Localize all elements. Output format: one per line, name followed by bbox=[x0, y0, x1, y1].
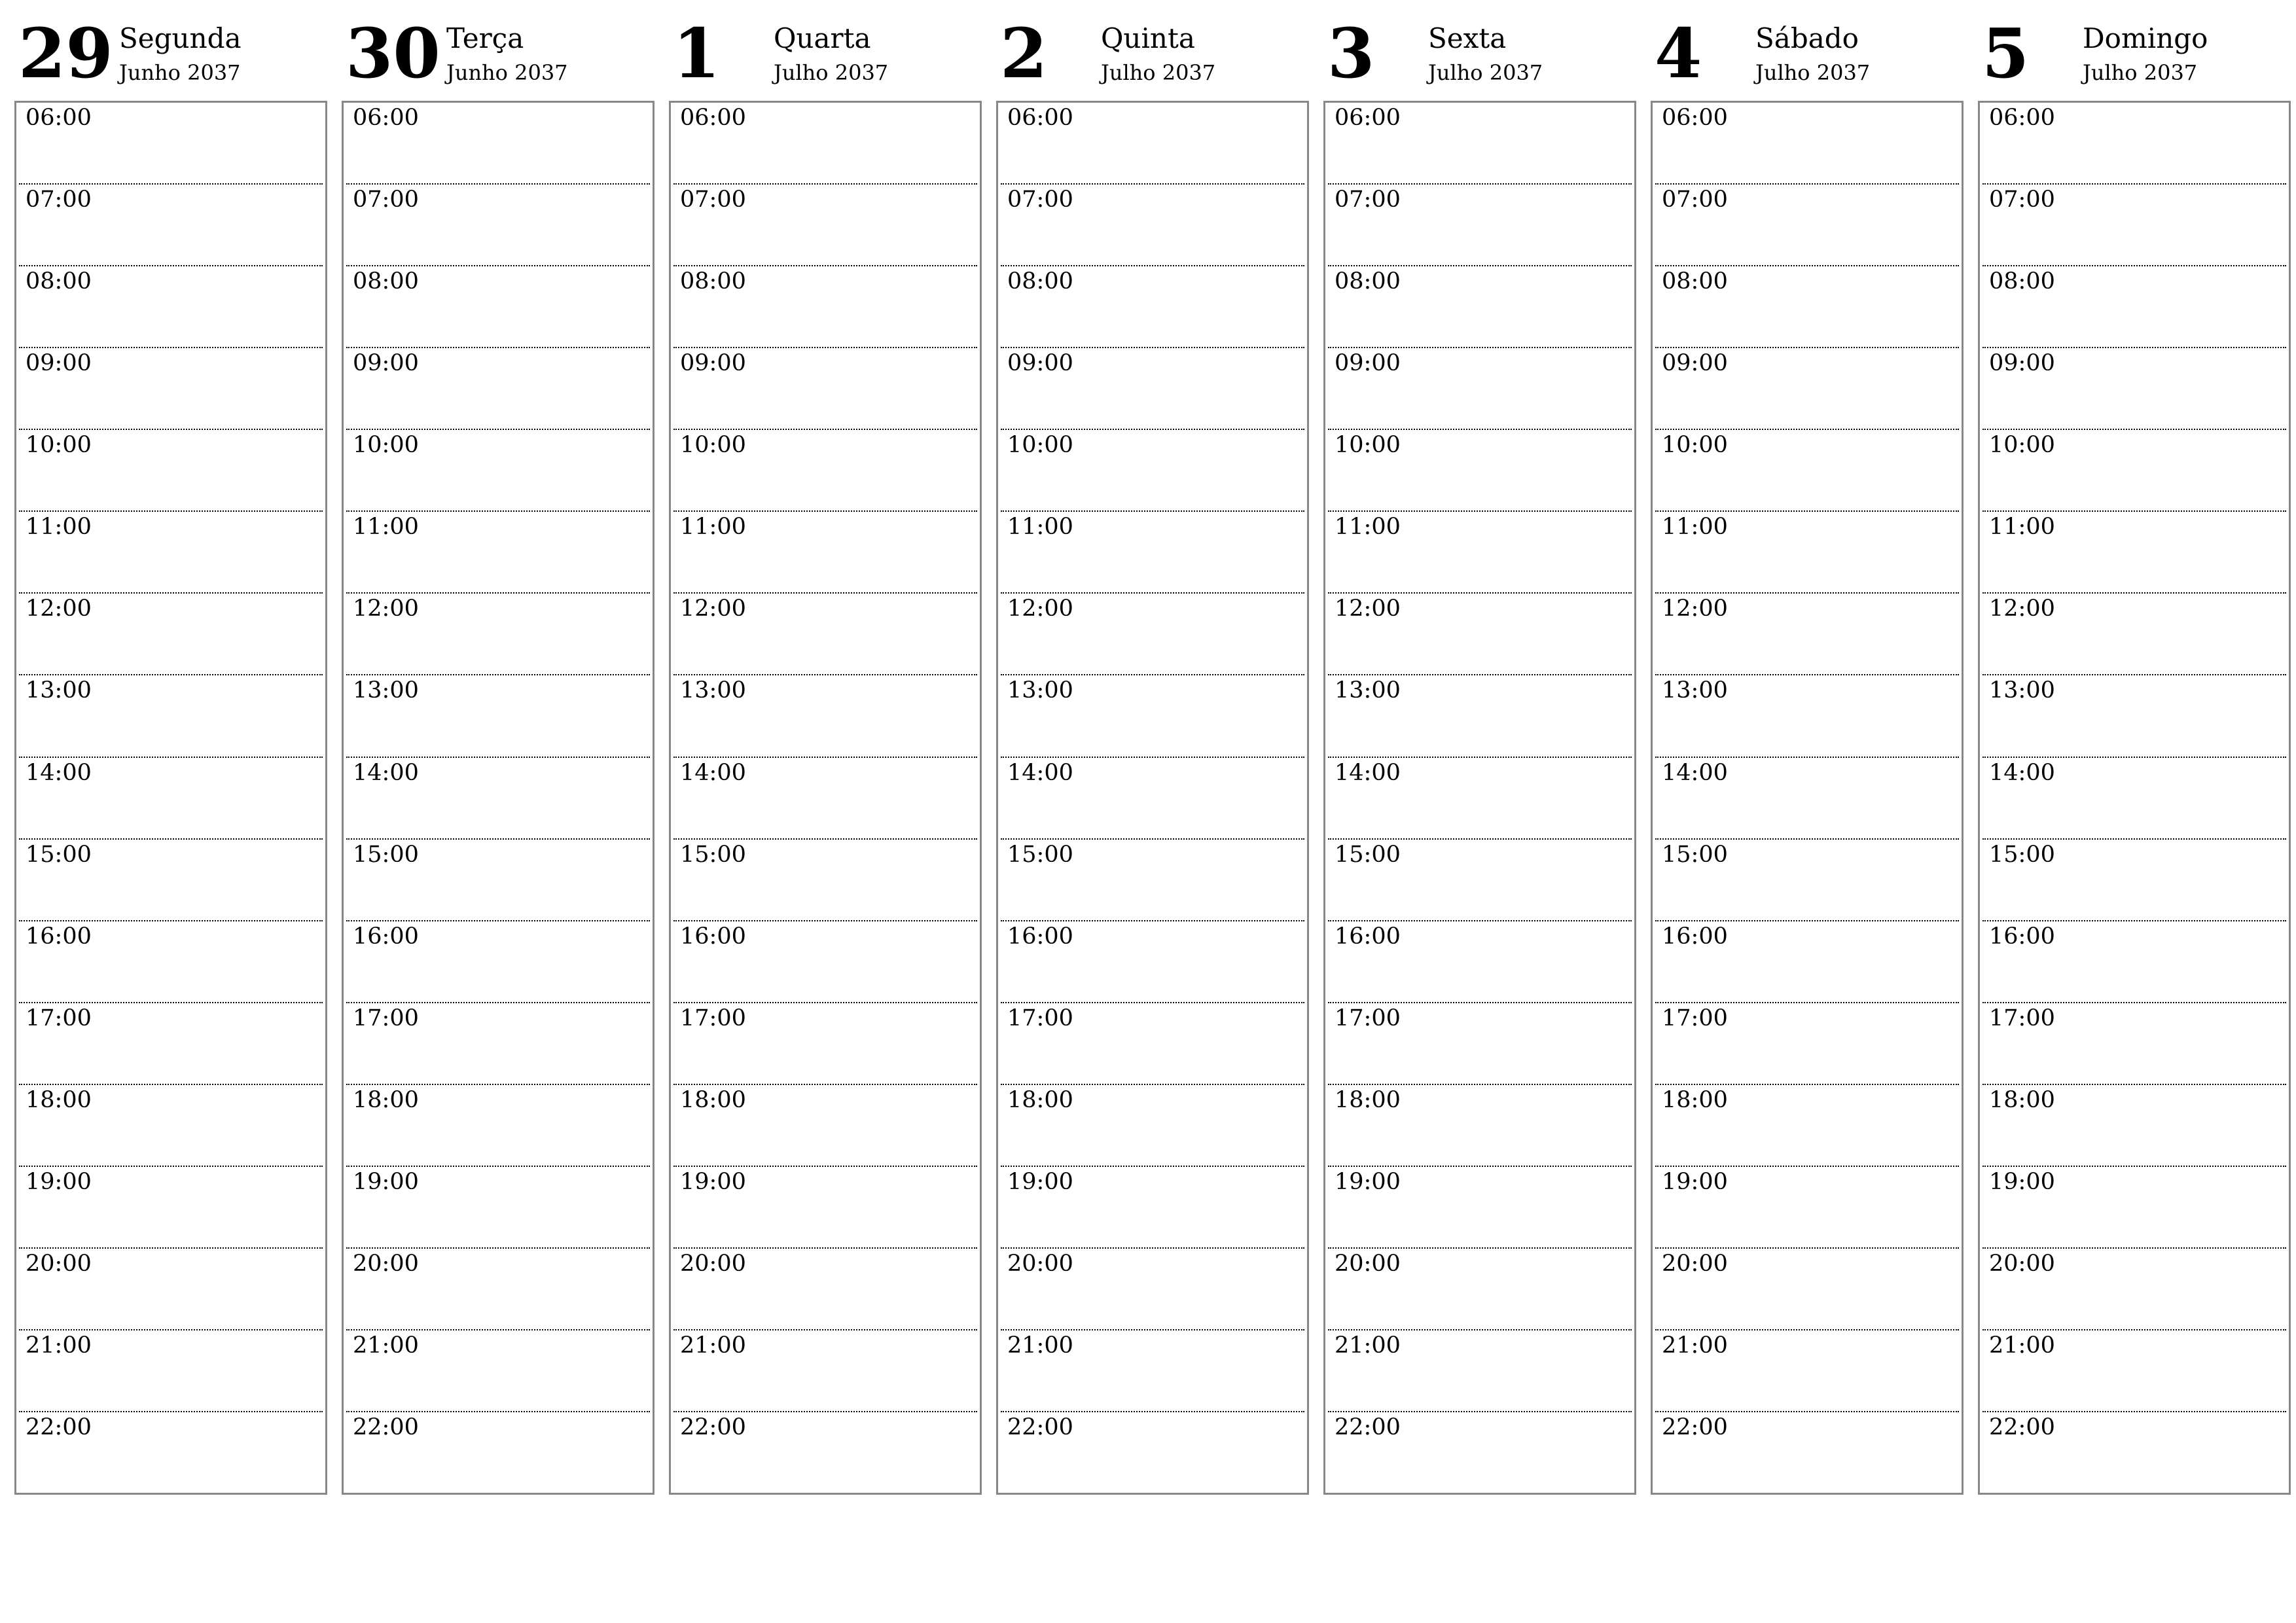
time-label: 07:00 bbox=[26, 187, 92, 213]
time-slot[interactable] bbox=[19, 1247, 323, 1329]
day-number: 2 bbox=[1000, 13, 1048, 94]
day-column bbox=[1323, 13, 1636, 1499]
time-label: 09:00 bbox=[1662, 350, 1728, 377]
day-name: Terça bbox=[446, 22, 524, 54]
day-name: Quarta bbox=[774, 22, 871, 54]
time-label: 10:00 bbox=[353, 432, 419, 459]
time-label: 18:00 bbox=[26, 1086, 92, 1113]
time-slot[interactable] bbox=[346, 1084, 650, 1166]
time-label: 11:00 bbox=[1007, 514, 1073, 541]
time-label: 18:00 bbox=[1335, 1086, 1401, 1113]
time-slot[interactable] bbox=[1982, 183, 2286, 265]
time-slot[interactable] bbox=[1001, 757, 1304, 838]
day-number: 3 bbox=[1327, 13, 1375, 94]
day-month: Julho 2037 bbox=[774, 60, 889, 85]
time-slot[interactable] bbox=[673, 103, 977, 183]
time-slot[interactable] bbox=[19, 347, 323, 429]
time-slot[interactable] bbox=[1001, 674, 1304, 756]
time-label: 09:00 bbox=[353, 350, 419, 377]
time-slot[interactable] bbox=[1328, 347, 1632, 429]
day-column bbox=[14, 13, 327, 1499]
time-slot[interactable] bbox=[673, 265, 977, 347]
time-slot[interactable] bbox=[1328, 757, 1632, 838]
time-label: 09:00 bbox=[1007, 350, 1073, 377]
weekly-planner bbox=[14, 13, 2286, 1499]
time-label: 06:00 bbox=[26, 105, 92, 131]
time-slot[interactable] bbox=[19, 757, 323, 838]
time-label: 20:00 bbox=[1007, 1250, 1073, 1277]
time-slot[interactable] bbox=[1655, 265, 1959, 347]
time-slots-box bbox=[996, 101, 1309, 1495]
day-number: 4 bbox=[1655, 13, 1702, 94]
time-label: 14:00 bbox=[1335, 759, 1401, 786]
time-slot[interactable] bbox=[346, 1166, 650, 1247]
time-label: 14:00 bbox=[1662, 759, 1728, 786]
time-label: 21:00 bbox=[1662, 1332, 1728, 1359]
time-slot[interactable] bbox=[346, 265, 650, 347]
time-slot[interactable] bbox=[19, 103, 323, 183]
time-slots-box bbox=[342, 101, 655, 1495]
time-label: 08:00 bbox=[1335, 268, 1401, 295]
time-slot[interactable] bbox=[1328, 1329, 1632, 1411]
time-label: 11:00 bbox=[26, 514, 92, 541]
time-label: 08:00 bbox=[26, 268, 92, 295]
time-label: 19:00 bbox=[1662, 1168, 1728, 1195]
day-name: Segunda bbox=[119, 22, 242, 54]
time-slot[interactable] bbox=[1001, 1411, 1304, 1493]
time-slot[interactable] bbox=[1328, 592, 1632, 674]
time-slot[interactable] bbox=[346, 674, 650, 756]
time-label: 10:00 bbox=[1335, 432, 1401, 459]
time-slot[interactable] bbox=[346, 103, 650, 183]
time-slot[interactable] bbox=[1328, 838, 1632, 920]
time-label: 13:00 bbox=[1007, 677, 1073, 704]
time-slot[interactable] bbox=[19, 1084, 323, 1166]
time-slot[interactable] bbox=[1655, 1084, 1959, 1166]
time-slot[interactable] bbox=[1655, 1411, 1959, 1493]
time-slot[interactable] bbox=[1001, 103, 1304, 183]
day-number: 1 bbox=[673, 13, 721, 94]
time-label: 09:00 bbox=[1989, 350, 2055, 377]
time-label: 15:00 bbox=[1007, 841, 1073, 868]
time-label: 21:00 bbox=[1989, 1332, 2055, 1359]
time-slot[interactable] bbox=[673, 920, 977, 1002]
time-label: 13:00 bbox=[353, 677, 419, 704]
time-slot[interactable] bbox=[1982, 1166, 2286, 1247]
time-slots-box bbox=[669, 101, 982, 1495]
time-label: 08:00 bbox=[353, 268, 419, 295]
time-slot[interactable] bbox=[1001, 838, 1304, 920]
time-slot[interactable] bbox=[346, 1411, 650, 1493]
time-slot[interactable] bbox=[1655, 103, 1959, 183]
time-label: 15:00 bbox=[26, 841, 92, 868]
day-column bbox=[342, 13, 655, 1499]
time-label: 14:00 bbox=[680, 759, 746, 786]
time-slot[interactable] bbox=[1655, 429, 1959, 510]
time-label: 10:00 bbox=[1007, 432, 1073, 459]
time-label: 15:00 bbox=[1989, 841, 2055, 868]
time-label: 06:00 bbox=[680, 105, 746, 131]
time-slot[interactable] bbox=[673, 1411, 977, 1493]
time-slot[interactable] bbox=[346, 592, 650, 674]
time-label: 07:00 bbox=[680, 187, 746, 213]
time-slot[interactable] bbox=[1328, 1411, 1632, 1493]
time-label: 10:00 bbox=[26, 432, 92, 459]
time-slot[interactable] bbox=[19, 592, 323, 674]
time-slot[interactable] bbox=[1982, 1084, 2286, 1166]
time-label: 18:00 bbox=[1989, 1086, 2055, 1113]
time-slot[interactable] bbox=[19, 838, 323, 920]
day-column bbox=[996, 13, 1309, 1499]
time-label: 11:00 bbox=[353, 514, 419, 541]
time-label: 17:00 bbox=[1007, 1005, 1073, 1031]
time-label: 08:00 bbox=[680, 268, 746, 295]
time-slot[interactable] bbox=[1328, 1002, 1632, 1084]
day-name: Sábado bbox=[1755, 22, 1859, 54]
time-label: 12:00 bbox=[353, 596, 419, 622]
time-slot[interactable] bbox=[1655, 592, 1959, 674]
time-slots-box bbox=[1978, 101, 2291, 1495]
time-slot[interactable] bbox=[346, 510, 650, 592]
time-slots-box bbox=[1323, 101, 1636, 1495]
time-slots-box bbox=[14, 101, 327, 1495]
time-slot[interactable] bbox=[19, 510, 323, 592]
time-label: 12:00 bbox=[1989, 596, 2055, 622]
time-label: 17:00 bbox=[680, 1005, 746, 1031]
time-label: 10:00 bbox=[680, 432, 746, 459]
time-slot[interactable] bbox=[1001, 1329, 1304, 1411]
time-slot[interactable] bbox=[1655, 920, 1959, 1002]
time-slot[interactable] bbox=[1001, 183, 1304, 265]
time-slot[interactable] bbox=[1328, 429, 1632, 510]
time-slot[interactable] bbox=[19, 1411, 323, 1493]
time-slot[interactable] bbox=[346, 838, 650, 920]
time-label: 20:00 bbox=[26, 1250, 92, 1277]
time-label: 16:00 bbox=[1335, 923, 1401, 950]
time-slot[interactable] bbox=[1655, 674, 1959, 756]
time-label: 12:00 bbox=[1662, 596, 1728, 622]
time-label: 15:00 bbox=[1335, 841, 1401, 868]
time-slot[interactable] bbox=[1982, 838, 2286, 920]
time-slot[interactable] bbox=[1982, 510, 2286, 592]
time-label: 22:00 bbox=[1662, 1414, 1728, 1440]
time-label: 16:00 bbox=[26, 923, 92, 950]
time-label: 13:00 bbox=[680, 677, 746, 704]
time-slot[interactable] bbox=[19, 1166, 323, 1247]
time-slot[interactable] bbox=[673, 1247, 977, 1329]
time-label: 18:00 bbox=[1007, 1086, 1073, 1113]
time-slot[interactable] bbox=[1655, 510, 1959, 592]
time-label: 19:00 bbox=[353, 1168, 419, 1195]
time-label: 20:00 bbox=[1335, 1250, 1401, 1277]
time-slot[interactable] bbox=[1001, 347, 1304, 429]
time-label: 06:00 bbox=[353, 105, 419, 131]
time-label: 21:00 bbox=[1007, 1332, 1073, 1359]
time-slot[interactable] bbox=[1655, 1166, 1959, 1247]
time-slot[interactable] bbox=[1328, 265, 1632, 347]
time-label: 11:00 bbox=[680, 514, 746, 541]
time-slot[interactable] bbox=[1982, 920, 2286, 1002]
time-slot[interactable] bbox=[1001, 1247, 1304, 1329]
time-slot[interactable] bbox=[673, 592, 977, 674]
time-label: 07:00 bbox=[1989, 187, 2055, 213]
time-label: 12:00 bbox=[1007, 596, 1073, 622]
time-label: 06:00 bbox=[1989, 105, 2055, 131]
day-month: Julho 2037 bbox=[2083, 60, 2198, 85]
time-slot[interactable] bbox=[346, 1002, 650, 1084]
time-label: 18:00 bbox=[1662, 1086, 1728, 1113]
time-label: 07:00 bbox=[1335, 187, 1401, 213]
time-label: 18:00 bbox=[680, 1086, 746, 1113]
time-label: 12:00 bbox=[26, 596, 92, 622]
time-slot[interactable] bbox=[1982, 757, 2286, 838]
day-header bbox=[1323, 13, 1636, 101]
time-label: 18:00 bbox=[353, 1086, 419, 1113]
time-label: 15:00 bbox=[353, 841, 419, 868]
time-label: 19:00 bbox=[1989, 1168, 2055, 1195]
time-label: 12:00 bbox=[1335, 596, 1401, 622]
time-slot[interactable] bbox=[346, 347, 650, 429]
time-label: 16:00 bbox=[1662, 923, 1728, 950]
time-label: 20:00 bbox=[680, 1250, 746, 1277]
time-label: 14:00 bbox=[1989, 759, 2055, 786]
time-label: 11:00 bbox=[1662, 514, 1728, 541]
time-label: 17:00 bbox=[1662, 1005, 1728, 1031]
day-column bbox=[1978, 13, 2291, 1499]
time-slot[interactable] bbox=[1328, 1247, 1632, 1329]
time-slot[interactable] bbox=[1982, 347, 2286, 429]
time-slot[interactable] bbox=[1655, 757, 1959, 838]
day-number: 30 bbox=[346, 13, 440, 94]
time-label: 16:00 bbox=[1007, 923, 1073, 950]
time-slot[interactable] bbox=[673, 674, 977, 756]
time-slot[interactable] bbox=[1328, 1084, 1632, 1166]
time-label: 19:00 bbox=[1335, 1168, 1401, 1195]
time-slot[interactable] bbox=[19, 674, 323, 756]
time-slot[interactable] bbox=[1655, 1329, 1959, 1411]
time-slot[interactable] bbox=[1982, 1247, 2286, 1329]
time-slot[interactable] bbox=[1001, 429, 1304, 510]
time-label: 19:00 bbox=[26, 1168, 92, 1195]
day-column bbox=[1651, 13, 1964, 1499]
time-label: 20:00 bbox=[353, 1250, 419, 1277]
day-header bbox=[14, 13, 327, 101]
time-slot[interactable] bbox=[346, 429, 650, 510]
time-slot[interactable] bbox=[346, 183, 650, 265]
time-label: 07:00 bbox=[1007, 187, 1073, 213]
time-label: 22:00 bbox=[26, 1414, 92, 1440]
time-slot[interactable] bbox=[1328, 920, 1632, 1002]
time-slot[interactable] bbox=[1982, 103, 2286, 183]
time-label: 17:00 bbox=[353, 1005, 419, 1031]
time-slot[interactable] bbox=[673, 757, 977, 838]
time-label: 09:00 bbox=[1335, 350, 1401, 377]
time-slot[interactable] bbox=[1982, 429, 2286, 510]
time-slot[interactable] bbox=[1001, 920, 1304, 1002]
time-label: 08:00 bbox=[1989, 268, 2055, 295]
time-label: 21:00 bbox=[680, 1332, 746, 1359]
time-label: 15:00 bbox=[1662, 841, 1728, 868]
time-label: 16:00 bbox=[680, 923, 746, 950]
time-slot[interactable] bbox=[673, 838, 977, 920]
time-label: 22:00 bbox=[1989, 1414, 2055, 1440]
time-slot[interactable] bbox=[346, 757, 650, 838]
time-slot[interactable] bbox=[19, 920, 323, 1002]
time-slot[interactable] bbox=[1328, 183, 1632, 265]
time-label: 14:00 bbox=[1007, 759, 1073, 786]
time-slot[interactable] bbox=[1655, 1247, 1959, 1329]
day-name: Sexta bbox=[1428, 22, 1507, 54]
time-label: 16:00 bbox=[1989, 923, 2055, 950]
time-label: 06:00 bbox=[1335, 105, 1401, 131]
time-label: 07:00 bbox=[353, 187, 419, 213]
time-label: 22:00 bbox=[1007, 1414, 1073, 1440]
day-header bbox=[1978, 13, 2291, 101]
time-slot[interactable] bbox=[1982, 1329, 2286, 1411]
time-slot[interactable] bbox=[673, 347, 977, 429]
time-slot[interactable] bbox=[1001, 265, 1304, 347]
time-label: 22:00 bbox=[1335, 1414, 1401, 1440]
time-slot[interactable] bbox=[1982, 1411, 2286, 1493]
time-slot[interactable] bbox=[19, 1329, 323, 1411]
day-number: 29 bbox=[18, 13, 113, 94]
time-slot[interactable] bbox=[1328, 674, 1632, 756]
time-label: 09:00 bbox=[26, 350, 92, 377]
time-label: 08:00 bbox=[1662, 268, 1728, 295]
time-slots-box bbox=[1651, 101, 1964, 1495]
time-slot[interactable] bbox=[1982, 592, 2286, 674]
day-header bbox=[342, 13, 655, 101]
time-label: 19:00 bbox=[1007, 1168, 1073, 1195]
day-number: 5 bbox=[1982, 13, 2030, 94]
time-label: 10:00 bbox=[1989, 432, 2055, 459]
day-column bbox=[669, 13, 982, 1499]
time-label: 21:00 bbox=[353, 1332, 419, 1359]
time-slot[interactable] bbox=[1001, 592, 1304, 674]
day-header bbox=[1651, 13, 1964, 101]
time-label: 21:00 bbox=[26, 1332, 92, 1359]
time-label: 20:00 bbox=[1662, 1250, 1728, 1277]
time-slot[interactable] bbox=[19, 183, 323, 265]
time-slot[interactable] bbox=[1982, 674, 2286, 756]
time-slot[interactable] bbox=[673, 1329, 977, 1411]
time-slot[interactable] bbox=[1328, 1166, 1632, 1247]
time-slot[interactable] bbox=[1655, 347, 1959, 429]
time-label: 13:00 bbox=[1335, 677, 1401, 704]
day-month: Junho 2037 bbox=[119, 60, 241, 85]
time-slot[interactable] bbox=[673, 183, 977, 265]
time-label: 10:00 bbox=[1662, 432, 1728, 459]
time-slot[interactable] bbox=[346, 920, 650, 1002]
time-slot[interactable] bbox=[1001, 510, 1304, 592]
time-slot[interactable] bbox=[673, 1002, 977, 1084]
time-label: 11:00 bbox=[1335, 514, 1401, 541]
time-slot[interactable] bbox=[1655, 1002, 1959, 1084]
time-label: 11:00 bbox=[1989, 514, 2055, 541]
time-label: 06:00 bbox=[1662, 105, 1728, 131]
day-header bbox=[996, 13, 1309, 101]
time-slot[interactable] bbox=[19, 265, 323, 347]
day-name: Domingo bbox=[2083, 22, 2208, 54]
time-slot[interactable] bbox=[1328, 510, 1632, 592]
time-label: 20:00 bbox=[1989, 1250, 2055, 1277]
time-label: 12:00 bbox=[680, 596, 746, 622]
time-label: 19:00 bbox=[680, 1168, 746, 1195]
time-label: 06:00 bbox=[1007, 105, 1073, 131]
time-label: 08:00 bbox=[1007, 268, 1073, 295]
time-slot[interactable] bbox=[1001, 1002, 1304, 1084]
time-label: 22:00 bbox=[353, 1414, 419, 1440]
time-label: 15:00 bbox=[680, 841, 746, 868]
time-label: 13:00 bbox=[1989, 677, 2055, 704]
time-slot[interactable] bbox=[1328, 103, 1632, 183]
time-label: 14:00 bbox=[353, 759, 419, 786]
day-month: Julho 2037 bbox=[1755, 60, 1871, 85]
time-label: 14:00 bbox=[26, 759, 92, 786]
time-slot[interactable] bbox=[346, 1247, 650, 1329]
time-label: 07:00 bbox=[1662, 187, 1728, 213]
time-slot[interactable] bbox=[346, 1329, 650, 1411]
time-label: 09:00 bbox=[680, 350, 746, 377]
time-slot[interactable] bbox=[1655, 838, 1959, 920]
time-label: 13:00 bbox=[1662, 677, 1728, 704]
day-header bbox=[669, 13, 982, 101]
time-slot[interactable] bbox=[1655, 183, 1959, 265]
time-slot[interactable] bbox=[673, 510, 977, 592]
time-slot[interactable] bbox=[673, 1166, 977, 1247]
time-slot[interactable] bbox=[673, 1084, 977, 1166]
time-slot[interactable] bbox=[1982, 1002, 2286, 1084]
day-month: Julho 2037 bbox=[1428, 60, 1543, 85]
time-label: 17:00 bbox=[1335, 1005, 1401, 1031]
time-slot[interactable] bbox=[673, 429, 977, 510]
time-slot[interactable] bbox=[1001, 1166, 1304, 1247]
time-label: 17:00 bbox=[26, 1005, 92, 1031]
time-slot[interactable] bbox=[19, 1002, 323, 1084]
time-label: 13:00 bbox=[26, 677, 92, 704]
time-label: 22:00 bbox=[680, 1414, 746, 1440]
day-month: Julho 2037 bbox=[1101, 60, 1216, 85]
time-label: 21:00 bbox=[1335, 1332, 1401, 1359]
time-label: 16:00 bbox=[353, 923, 419, 950]
time-slot[interactable] bbox=[1001, 1084, 1304, 1166]
time-label: 17:00 bbox=[1989, 1005, 2055, 1031]
time-slot[interactable] bbox=[1982, 265, 2286, 347]
day-month: Junho 2037 bbox=[446, 60, 568, 85]
day-name: Quinta bbox=[1101, 22, 1195, 54]
time-slot[interactable] bbox=[19, 429, 323, 510]
